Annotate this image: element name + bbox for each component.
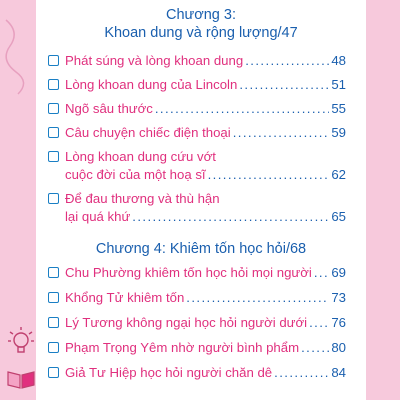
leader-dots — [309, 314, 329, 332]
toc-entry[interactable] — [48, 52, 346, 70]
leader-dots — [233, 124, 330, 142]
leader-dots — [132, 208, 329, 226]
leader-dots — [186, 289, 329, 307]
entry-page: 55 — [331, 101, 346, 116]
leader-dots — [314, 264, 330, 282]
entry-title: Chu Phường khiêm tốn học hỏi mọi người — [65, 265, 312, 280]
entry-page: 62 — [331, 167, 346, 182]
entry-title: Phạm Trọng Yêm nhờ người bình phẩm — [65, 340, 300, 355]
lightbulb-icon — [6, 326, 36, 360]
checkbox-icon — [48, 151, 59, 162]
entry-title: Câu chuyện chiếc điện thoại — [65, 125, 231, 140]
checkbox-icon — [48, 193, 59, 204]
leader-dots — [274, 364, 329, 382]
entry-title-line2: lại quá khứ — [65, 209, 131, 224]
checkbox-icon — [48, 55, 59, 66]
entry-page: 65 — [331, 209, 346, 224]
checkbox-icon — [48, 292, 59, 303]
entry-page: 84 — [331, 365, 346, 380]
entry-title: Lý Tương không ngại học hỏi người dưới — [65, 315, 308, 330]
chapter-4-title: Chương 4: Khiêm tốn học hỏi/68 — [95, 241, 307, 257]
checkbox-icon — [48, 267, 59, 278]
entry-title: Giả Tư Hiệp học hỏi người chăn dê — [65, 365, 273, 380]
chapter-3-label: Chương 3: — [165, 7, 236, 23]
entry-page: 76 — [331, 315, 346, 330]
entry-page: 80 — [331, 340, 346, 355]
toc-entry[interactable] — [48, 364, 346, 382]
entry-page: 48 — [331, 53, 346, 68]
entry-title: Lòng khoan dung của Lincoln — [65, 77, 238, 92]
checkbox-icon — [48, 103, 59, 114]
toc-entry[interactable] — [48, 100, 346, 118]
toc-entry[interactable] — [48, 190, 346, 226]
toc-entry[interactable] — [48, 148, 346, 184]
leader-dots — [208, 166, 330, 184]
entry-page: 73 — [331, 290, 346, 305]
entry-page: 59 — [331, 125, 346, 140]
toc-entry[interactable] — [48, 339, 346, 357]
entry-title: Để đau thương và thù hận — [65, 191, 220, 206]
toc-entry[interactable] — [48, 76, 346, 94]
leader-dots — [155, 100, 329, 118]
toc-entry[interactable] — [48, 264, 346, 282]
toc-entry[interactable] — [48, 124, 346, 142]
entry-title: Phát súng và lòng khoan dung — [65, 53, 244, 68]
squiggle-decoration — [0, 10, 40, 100]
entry-page: 69 — [331, 265, 346, 280]
checkbox-icon — [48, 127, 59, 138]
toc-entry[interactable] — [48, 289, 346, 307]
chapter-3-heading — [36, 6, 366, 42]
chapter-3-title: Khoan dung và rộng lượng/47 — [104, 25, 298, 41]
entry-title: Khổng Tử khiêm tốn — [65, 290, 185, 305]
entry-page: 51 — [331, 77, 346, 92]
toc-entry[interactable] — [48, 314, 346, 332]
entry-title-line2: cuộc đời của một hoạ sĩ — [65, 167, 206, 182]
checkbox-icon — [48, 342, 59, 353]
leader-dots — [301, 339, 329, 357]
checkbox-icon — [48, 367, 59, 378]
leader-dots — [245, 52, 329, 70]
chapter-4-heading — [36, 240, 366, 258]
book-icon — [6, 368, 36, 390]
checkbox-icon — [48, 79, 59, 90]
entry-title: Lòng khoan dung cứu vớt — [65, 149, 216, 164]
checkbox-icon — [48, 317, 59, 328]
entry-title: Ngõ sâu thước — [65, 101, 153, 116]
leader-dots — [239, 76, 329, 94]
